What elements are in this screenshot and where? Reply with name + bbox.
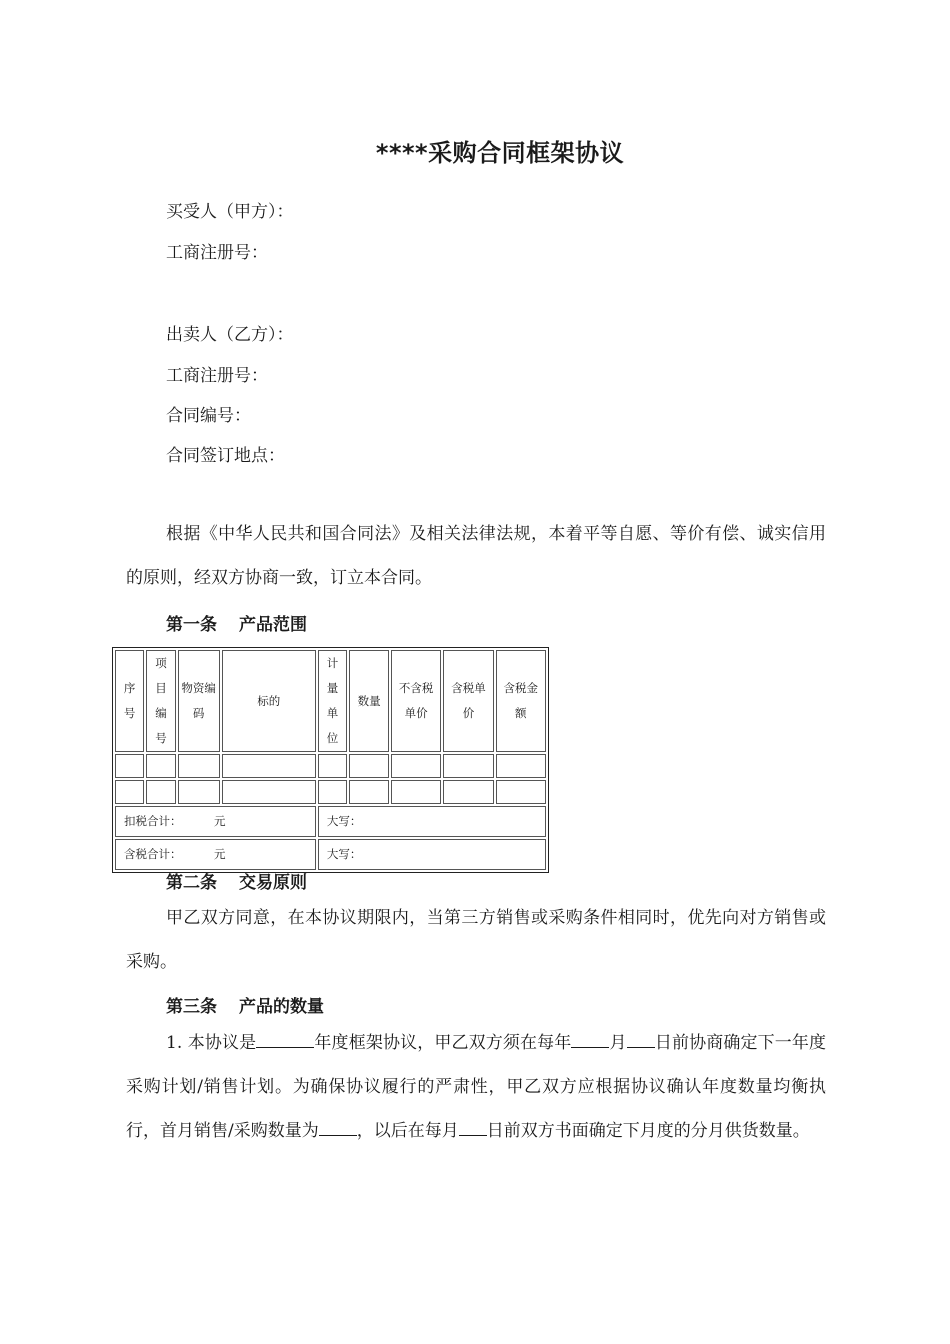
table-cell[interactable] <box>115 754 144 778</box>
header-cell: 项目编号 <box>146 650 175 752</box>
incl-tax-total-label: 含税合计： <box>124 847 182 861</box>
article3-heading <box>166 992 324 1017</box>
article2-title: 交易原则 <box>239 873 307 893</box>
table-cell[interactable] <box>178 780 220 804</box>
preamble-paragraph: 根据《中华人民共和国合同法》及相关法律法规，本着平等自愿、等价有偿、诚实信用的原则，经双方协商一致，订立本合同。 <box>126 524 826 588</box>
year-blank[interactable] <box>256 1029 314 1048</box>
buyer-label: 买受人（甲方）： <box>166 202 294 222</box>
header-cell: 含税单价 <box>443 650 493 752</box>
table-cell[interactable] <box>496 780 546 804</box>
article3-paragraph-1 <box>126 1021 826 1153</box>
table-row <box>115 780 546 804</box>
excl-tax-total-row <box>115 806 546 837</box>
document-title: ****采购合同框架协议 <box>375 139 625 167</box>
day-blank[interactable] <box>627 1029 655 1048</box>
article3-number: 第三条 <box>166 997 217 1017</box>
article3-text-c: 月 <box>609 1033 627 1053</box>
table-cell[interactable] <box>115 780 144 804</box>
excl-tax-total-cell <box>115 806 316 837</box>
table-cell[interactable] <box>443 780 493 804</box>
monthly-day-blank[interactable] <box>459 1117 487 1136</box>
first-month-quantity-blank[interactable] <box>319 1117 357 1136</box>
buyer-registration-label: 工商注册号： <box>166 243 268 263</box>
table-cell[interactable] <box>349 780 389 804</box>
table-cell[interactable] <box>443 754 493 778</box>
currency-unit: 元 <box>214 814 226 828</box>
table-cell[interactable] <box>318 780 347 804</box>
capital-amount-label: 大写： <box>326 847 362 861</box>
table-cell[interactable] <box>318 754 347 778</box>
article3-title: 产品的数量 <box>239 997 324 1017</box>
capital-amount-label: 大写： <box>326 814 362 828</box>
capital-amount-cell <box>318 806 546 837</box>
table-cell[interactable] <box>496 754 546 778</box>
product-scope-table <box>112 647 549 873</box>
article1-heading <box>166 610 307 635</box>
header-cell: 序号 <box>115 650 144 752</box>
contract-number-label: 合同编号： <box>166 406 251 426</box>
table-row <box>115 754 546 778</box>
article3-text-b: 年度框架协议，甲乙双方须在每年 <box>314 1033 572 1053</box>
article2-heading <box>166 868 307 893</box>
article3-text-d: 日前协商确定下一年度采购计划/销售计划。为确保协议履行的严肃性，甲乙双方应根据协议确认年度数量均衡执行，首月销售/采购数量为 <box>126 1033 827 1141</box>
seller-registration-label: 工商注册号： <box>166 366 268 386</box>
table-cell[interactable] <box>391 754 441 778</box>
table-header-row <box>115 650 546 752</box>
article1-title: 产品范围 <box>239 615 307 635</box>
table-cell[interactable] <box>391 780 441 804</box>
month-blank[interactable] <box>571 1029 609 1048</box>
article1-number: 第一条 <box>166 615 217 635</box>
table-cell[interactable] <box>146 780 175 804</box>
currency-unit: 元 <box>214 847 226 861</box>
article2-paragraph: 甲乙双方同意，在本协议期限内，当第三方销售或采购条件相同时，优先向对方销售或采购。 <box>126 908 826 972</box>
header-cell: 不含税单价 <box>391 650 441 752</box>
article3-text-e: ，以后在每月 <box>356 1121 459 1141</box>
signing-place-label: 合同签订地点： <box>166 446 285 466</box>
table-cell[interactable] <box>349 754 389 778</box>
header-cell: 计量单位 <box>318 650 347 752</box>
seller-label: 出卖人（乙方）： <box>166 325 294 345</box>
header-cell: 含税金额 <box>496 650 546 752</box>
table-cell[interactable] <box>222 754 316 778</box>
incl-tax-total-cell <box>115 839 316 870</box>
header-cell: 标的 <box>222 650 316 752</box>
table-cell[interactable] <box>178 754 220 778</box>
article3-text-a: 1. 本协议是 <box>166 1033 257 1053</box>
excl-tax-total-label: 扣税合计： <box>124 814 182 828</box>
header-cell: 数量 <box>349 650 389 752</box>
table-cell[interactable] <box>222 780 316 804</box>
capital-amount-cell <box>318 839 546 870</box>
article2-number: 第二条 <box>166 873 217 893</box>
table-cell[interactable] <box>146 754 175 778</box>
incl-tax-total-row <box>115 839 546 870</box>
article3-text-f: 日前双方书面确定下月度的分月供货数量。 <box>486 1121 810 1141</box>
header-cell: 物资编码 <box>178 650 220 752</box>
